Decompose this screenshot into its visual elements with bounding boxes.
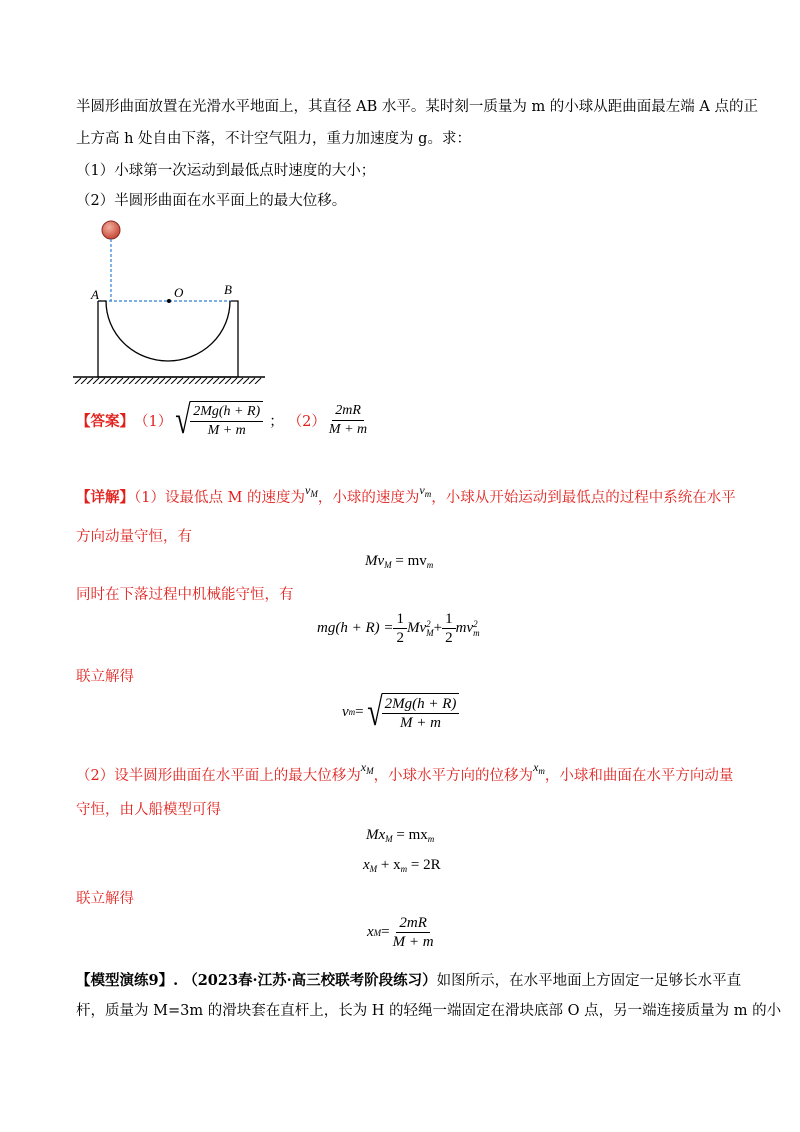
solution-line-1: 【详解】（1）设最低点 M 的速度为$^{v_M}$，小球的速度为$^{v_m}$，小球从开始运动到最低点的过程中系统在水平	[76, 483, 736, 506]
equation-energy: mg(h + R) = $\frac{1}{2}$ Mv 2 M + $\frac{1}{2}$ mv 2 m	[317, 611, 480, 646]
solution-line-6: 守恒，由人船模型可得	[76, 802, 221, 818]
next-problem-label: 【模型演练9】	[76, 972, 174, 989]
next-problem-line-1: 【模型演练9】. （2023春·江苏·高三校联考阶段练习）如图所示，在水平地面上方固定一足够长水平直	[76, 972, 742, 989]
answer-2-formula	[326, 402, 370, 439]
answer-2-denominator: M + m	[328, 421, 368, 437]
solution-line-4: 联立解得	[76, 669, 134, 685]
next-problem-source: . （2023春·江苏·高三校联考阶段练习）	[173, 972, 437, 989]
equation-max-displacement: x M = $\frac{2mR}{M + m}$	[367, 915, 434, 950]
label-b: B	[224, 282, 232, 297]
var-xm: xm	[533, 760, 545, 776]
solution-line-5: （2）设半圆形曲面在水平面上的最大位移为$^{x_M}$，小球水平方向的位移为$^{x_m}$，小球和曲面在水平方向动量	[76, 760, 734, 784]
equation-velocity: v m = √ $\frac{2Mg(h + R)}{M + m}$	[342, 692, 459, 732]
physics-figure	[70, 212, 270, 384]
var-vM: vM	[305, 483, 318, 499]
ball	[102, 221, 120, 239]
answer-1-denominator: M + m	[207, 422, 246, 438]
label-o: O	[174, 285, 184, 300]
label-a: A	[91, 287, 99, 302]
answer-2-numerator: 2mR	[332, 402, 364, 421]
var-vm: vm	[419, 483, 432, 499]
var-xM: xM	[360, 760, 374, 776]
problem-line-1: 半圆形曲面放置在光滑水平地面上，其直径 AB 水平。某时刻一质量为 m 的小球从距曲面最左端 A 点的正	[76, 99, 758, 115]
answer-part-2-label: （2）	[287, 413, 326, 430]
center-point	[167, 299, 171, 303]
solution-label: 【详解】	[76, 489, 134, 506]
equation-displacement-sum: $x_M + x_m = 2R$	[363, 857, 441, 874]
solution-line-2: 方向动量守恒，有	[76, 529, 192, 545]
next-problem-line-2: 杆，质量为 M=3m 的滑块套在直杆上，长为 H 的轻绳一端固定在滑块底部 O 点，另一端连接质量为 m 的小	[76, 1003, 782, 1019]
question-1: （1）小球第一次运动到最低点时速度的大小；	[76, 163, 376, 179]
equation-displacement-ratio: $Mx_M = mx_m$	[366, 827, 435, 844]
ground-hatch	[75, 378, 261, 384]
equation-momentum: $Mv_M = mv_m$	[365, 553, 434, 570]
answer-block	[76, 397, 370, 442]
answer-label: 【答案】	[76, 412, 134, 430]
answer-1-formula: √ $\frac{2Mg(h + R)}{M + m}$	[172, 400, 263, 440]
solution-line-3: 同时在下落过程中机械能守恒，有	[76, 587, 294, 603]
answer-part-1-label: （1）	[134, 413, 173, 430]
problem-line-2: 上方高 h 处自由下落，不计空气阻力，重力加速度为 g。求：	[76, 131, 471, 147]
solution-line-7: 联立解得	[76, 891, 134, 907]
question-2: （2）半圆形曲面在水平面上的最大位移。	[76, 193, 347, 209]
semicircle-trough	[98, 301, 238, 377]
answer-separator: ；	[269, 413, 284, 430]
answer-1-numerator: 2Mg(h + R)	[190, 403, 263, 422]
